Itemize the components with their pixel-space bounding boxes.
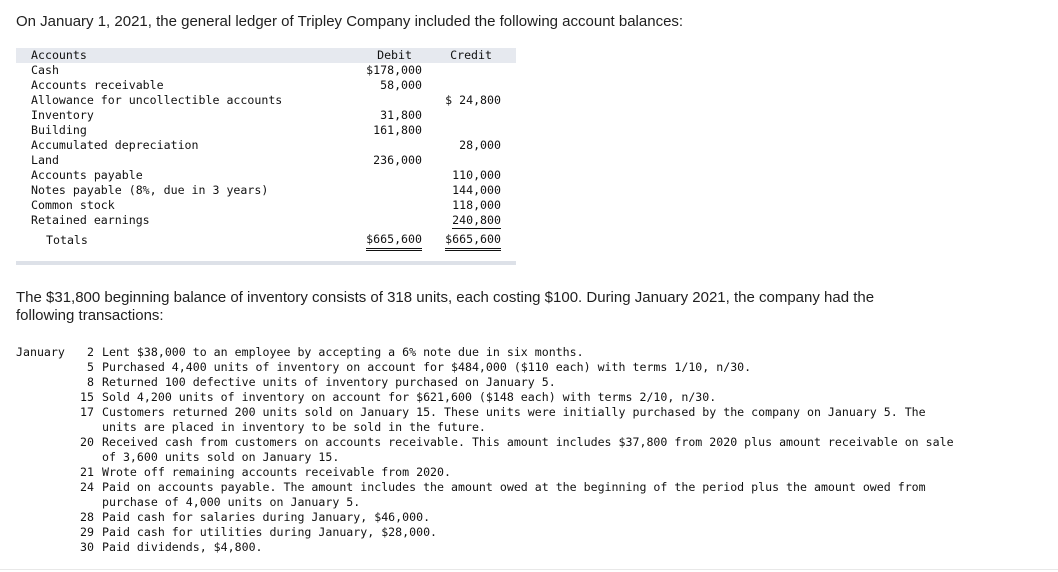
totals-label: Totals bbox=[46, 233, 88, 247]
ledger-table bbox=[16, 48, 516, 251]
ledger-row bbox=[16, 78, 516, 93]
debit-value: 31,800 bbox=[380, 108, 422, 122]
account-name: Accumulated depreciation bbox=[31, 138, 199, 152]
transaction-day: 17 bbox=[80, 405, 94, 419]
transaction-day: 20 bbox=[80, 435, 94, 449]
account-name: Cash bbox=[31, 63, 59, 77]
account-name: Accounts receivable bbox=[31, 78, 164, 92]
account-name: Allowance for uncollectible accounts bbox=[31, 93, 283, 107]
header-credit: Credit bbox=[450, 48, 492, 62]
ledger-bottom-bar bbox=[16, 261, 516, 265]
transaction-day: 21 bbox=[80, 465, 94, 479]
ledger-row bbox=[16, 123, 516, 138]
ledger-header-row bbox=[16, 48, 516, 63]
transaction-text: Paid cash for salaries during January, $46,000. bbox=[102, 510, 431, 524]
transaction-day: 29 bbox=[80, 525, 94, 539]
credit-value: 110,000 bbox=[452, 168, 501, 182]
ledger-row bbox=[16, 93, 516, 108]
ledger-row bbox=[16, 168, 516, 183]
credit-value: 240,800 bbox=[452, 213, 501, 227]
transaction-text: Returned 100 defective units of inventory purchased on January 5. bbox=[102, 375, 556, 389]
account-name: Retained earnings bbox=[31, 213, 150, 227]
transaction-day: 8 bbox=[87, 375, 94, 389]
ledger-row bbox=[16, 153, 516, 168]
ledger-totals-row bbox=[16, 230, 516, 251]
transaction-text: Paid dividends, $4,800. bbox=[102, 540, 263, 554]
transaction-text: Customers returned 200 units sold on January 15. These units were initially purchased by the company on January 5. The units are placed in inventory to be sold in the future. bbox=[102, 405, 926, 434]
ledger-row bbox=[16, 198, 516, 213]
header-debit: Debit bbox=[377, 48, 412, 62]
ledger-row bbox=[16, 63, 516, 78]
transaction-text: Sold 4,200 units of inventory on account for $621,600 ($148 each) with terms 2/10, n/30. bbox=[102, 390, 717, 404]
credit-value: $ 24,800 bbox=[445, 93, 501, 107]
transaction-text: Received cash from customers on accounts receivable. This amount includes $37,800 from 2020 plus amount receivable on sale of 3,600 units sold on January 15. bbox=[102, 435, 954, 464]
header-accounts: Accounts bbox=[31, 48, 87, 62]
debit-value: 161,800 bbox=[373, 123, 422, 137]
debit-value: 58,000 bbox=[380, 78, 422, 92]
ledger-row bbox=[16, 108, 516, 123]
transaction-text: Lent $38,000 to an employee by accepting a 6% note due in six months. bbox=[102, 345, 584, 359]
ledger-row bbox=[16, 183, 516, 198]
bottom-divider bbox=[0, 569, 1058, 570]
transaction-text: Purchased 4,400 units of inventory on account for $484,000 ($110 each) with terms 1/10, n/30. bbox=[102, 360, 752, 374]
transaction-day: 15 bbox=[80, 390, 94, 404]
account-name: Common stock bbox=[31, 198, 115, 212]
transactions-month: January bbox=[16, 345, 65, 359]
transaction-day: 24 bbox=[80, 480, 94, 494]
ledger-row bbox=[16, 213, 516, 228]
debit-value: $178,000 bbox=[366, 63, 422, 77]
transaction-day: 28 bbox=[80, 510, 94, 524]
account-name: Accounts payable bbox=[31, 168, 143, 182]
transaction-text: Paid cash for utilities during January, $28,000. bbox=[102, 525, 438, 539]
transaction-day: 5 bbox=[87, 360, 94, 374]
debit-value: 236,000 bbox=[373, 153, 422, 167]
total-debit: $665,600 bbox=[366, 231, 422, 251]
account-name: Notes payable (8%, due in 3 years) bbox=[31, 183, 269, 197]
credit-value: 144,000 bbox=[452, 183, 501, 197]
account-name: Land bbox=[31, 153, 59, 167]
transaction-day: 30 bbox=[80, 540, 94, 554]
intro-text: On January 1, 2021, the general ledger of Tripley Company included the following account balances: bbox=[16, 13, 684, 30]
total-credit: $665,600 bbox=[445, 231, 501, 251]
account-name: Inventory bbox=[31, 108, 94, 122]
inventory-paragraph: The $31,800 beginning balance of inventory consists of 318 units, each costing $100. During January 2021, the company had the following transactions: bbox=[16, 289, 875, 324]
transaction-day: 2 bbox=[87, 345, 94, 359]
credit-value: 28,000 bbox=[459, 138, 501, 152]
transaction-text: Wrote off remaining accounts receivable from 2020. bbox=[102, 465, 452, 479]
transaction-text: Paid on accounts payable. The amount includes the amount owed at the beginning of the period plus the amount owed from purchase of 4,000 units on January 5. bbox=[102, 480, 926, 509]
account-name: Building bbox=[31, 123, 87, 137]
credit-value: 118,000 bbox=[452, 198, 501, 212]
ledger-row bbox=[16, 138, 516, 153]
